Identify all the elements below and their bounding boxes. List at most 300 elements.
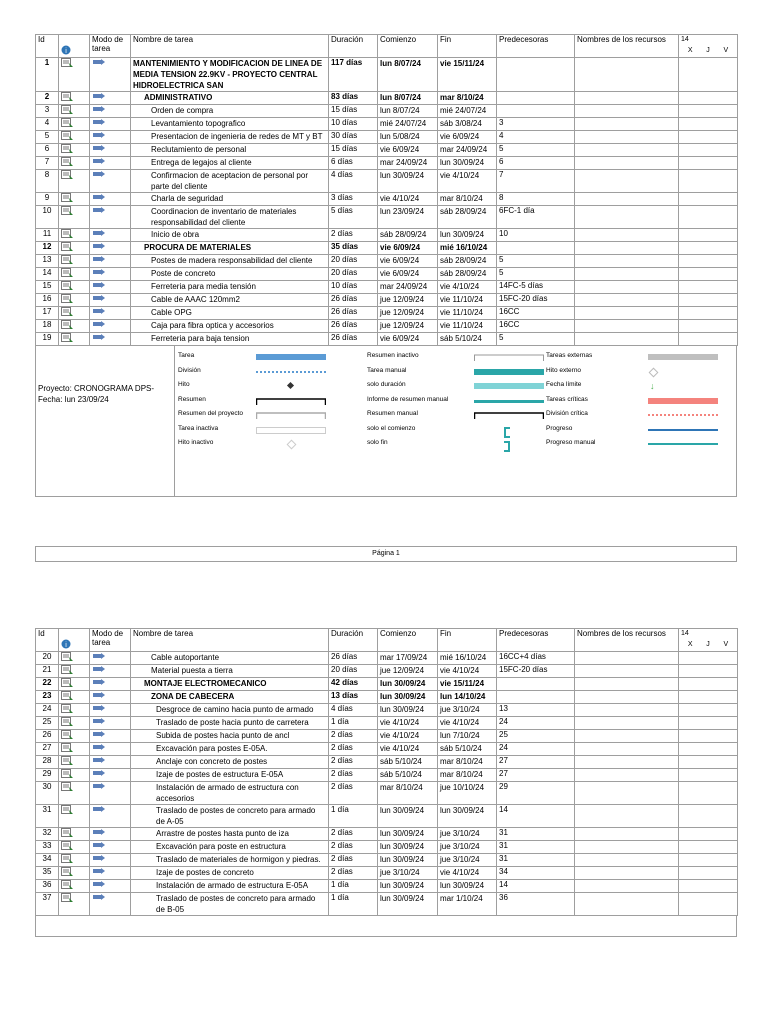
cell-mode[interactable]	[90, 743, 131, 756]
cell-resources[interactable]	[575, 841, 679, 854]
cell-end[interactable]: mar 24/09/24	[438, 144, 497, 157]
cell-mode[interactable]	[90, 782, 131, 805]
cell-predecessors[interactable]: 31	[497, 828, 575, 841]
cell-task-name[interactable]: Subida de postes hacia punto de ancl	[131, 730, 329, 743]
cell-mode[interactable]	[90, 880, 131, 893]
cell-resources[interactable]	[575, 229, 679, 242]
cell-start[interactable]: vie 6/09/24	[378, 255, 438, 268]
cell-id[interactable]: 24	[36, 704, 59, 717]
cell-duration[interactable]: 20 días	[329, 268, 378, 281]
cell-indicator[interactable]	[59, 730, 90, 743]
cell-mode[interactable]	[90, 58, 131, 92]
cell-id[interactable]: 36	[36, 880, 59, 893]
cell-task-name[interactable]: Arrastre de postes hasta punto de iza	[131, 828, 329, 841]
cell-end[interactable]: lun 30/09/24	[438, 157, 497, 170]
cell-indicator[interactable]	[59, 206, 90, 229]
cell-resources[interactable]	[575, 268, 679, 281]
table-row[interactable]	[36, 131, 738, 144]
cell-mode[interactable]	[90, 255, 131, 268]
cell-id[interactable]: 28	[36, 756, 59, 769]
cell-task-name[interactable]: Traslado de postes de concreto para armado de B-05	[131, 893, 329, 916]
cell-task-name[interactable]: Izaje de postes de estructura E-05A	[131, 769, 329, 782]
cell-id[interactable]: 19	[36, 333, 59, 346]
cell-resources[interactable]	[575, 118, 679, 131]
cell-end[interactable]: vie 4/10/24	[438, 665, 497, 678]
cell-indicator[interactable]	[59, 769, 90, 782]
cell-resources[interactable]	[575, 242, 679, 255]
cell-predecessors[interactable]	[497, 691, 575, 704]
cell-indicator[interactable]	[59, 678, 90, 691]
cell-indicator[interactable]	[59, 118, 90, 131]
header-end[interactable]: Fin	[438, 35, 497, 58]
cell-mode[interactable]	[90, 704, 131, 717]
table-row[interactable]	[36, 880, 738, 893]
cell-mode[interactable]	[90, 730, 131, 743]
cell-id[interactable]: 13	[36, 255, 59, 268]
cell-task-name[interactable]: Caja para fibra optica y accesorios	[131, 320, 329, 333]
cell-duration[interactable]: 5 días	[329, 206, 378, 229]
cell-start[interactable]: mar 8/10/24	[378, 782, 438, 805]
cell-predecessors[interactable]: 24	[497, 743, 575, 756]
cell-end[interactable]: mié 16/10/24	[438, 652, 497, 665]
table-row[interactable]	[36, 144, 738, 157]
cell-id[interactable]: 10	[36, 206, 59, 229]
cell-start[interactable]: jue 3/10/24	[378, 867, 438, 880]
header-mode[interactable]: Modo de tarea	[90, 629, 131, 652]
cell-indicator[interactable]	[59, 92, 90, 105]
table-row[interactable]	[36, 828, 738, 841]
cell-mode[interactable]	[90, 854, 131, 867]
cell-indicator[interactable]	[59, 743, 90, 756]
table-row[interactable]	[36, 268, 738, 281]
cell-duration[interactable]: 42 días	[329, 678, 378, 691]
cell-resources[interactable]	[575, 743, 679, 756]
cell-start[interactable]: lun 30/09/24	[378, 854, 438, 867]
cell-task-name[interactable]: Instalación de armado de estructura con accesorios	[131, 782, 329, 805]
header-mode[interactable]: Modo de tarea	[90, 35, 131, 58]
cell-predecessors[interactable]: 27	[497, 756, 575, 769]
cell-task-name[interactable]: Orden de compra	[131, 105, 329, 118]
cell-resources[interactable]	[575, 131, 679, 144]
cell-duration[interactable]: 6 días	[329, 157, 378, 170]
cell-end[interactable]: vie 15/11/24	[438, 678, 497, 691]
cell-start[interactable]: lun 8/07/24	[378, 105, 438, 118]
cell-mode[interactable]	[90, 131, 131, 144]
cell-task-name[interactable]: MONTAJE ELECTROMECANICO	[131, 678, 329, 691]
cell-duration[interactable]: 10 días	[329, 118, 378, 131]
cell-start[interactable]: jue 12/09/24	[378, 665, 438, 678]
cell-end[interactable]: sáb 3/08/24	[438, 118, 497, 131]
cell-indicator[interactable]	[59, 307, 90, 320]
cell-duration[interactable]: 1 día	[329, 717, 378, 730]
cell-predecessors[interactable]: 24	[497, 717, 575, 730]
cell-resources[interactable]	[575, 678, 679, 691]
table-row[interactable]	[36, 105, 738, 118]
cell-indicator[interactable]	[59, 242, 90, 255]
cell-start[interactable]: vie 6/09/24	[378, 144, 438, 157]
table-row[interactable]	[36, 255, 738, 268]
cell-task-name[interactable]: Traslado de poste hacia punto de carretera	[131, 717, 329, 730]
cell-predecessors[interactable]: 6	[497, 157, 575, 170]
cell-task-name[interactable]: Ferreteria para media tensión	[131, 281, 329, 294]
cell-mode[interactable]	[90, 841, 131, 854]
table-row[interactable]	[36, 743, 738, 756]
header-info[interactable]	[59, 629, 90, 652]
cell-duration[interactable]: 20 días	[329, 665, 378, 678]
cell-resources[interactable]	[575, 255, 679, 268]
table-row[interactable]	[36, 92, 738, 105]
cell-duration[interactable]: 1 día	[329, 880, 378, 893]
cell-mode[interactable]	[90, 320, 131, 333]
cell-end[interactable]: vie 4/10/24	[438, 170, 497, 193]
table-row[interactable]	[36, 157, 738, 170]
cell-task-name[interactable]: Confirmacion de aceptacion de personal por parte del cliente	[131, 170, 329, 193]
cell-indicator[interactable]	[59, 58, 90, 92]
cell-start[interactable]: lun 30/09/24	[378, 880, 438, 893]
header-info[interactable]	[59, 35, 90, 58]
cell-id[interactable]: 18	[36, 320, 59, 333]
cell-mode[interactable]	[90, 157, 131, 170]
cell-id[interactable]: 29	[36, 769, 59, 782]
cell-end[interactable]: sáb 28/09/24	[438, 268, 497, 281]
cell-duration[interactable]: 26 días	[329, 652, 378, 665]
cell-id[interactable]: 2	[36, 92, 59, 105]
table-row[interactable]	[36, 717, 738, 730]
cell-task-name[interactable]: Cable de AAAC 120mm2	[131, 294, 329, 307]
cell-end[interactable]: jue 10/10/24	[438, 782, 497, 805]
header-id[interactable]: Id	[36, 629, 59, 652]
cell-id[interactable]: 33	[36, 841, 59, 854]
header-name[interactable]: Nombre de tarea	[131, 629, 329, 652]
cell-start[interactable]: sáb 5/10/24	[378, 756, 438, 769]
cell-duration[interactable]: 2 días	[329, 229, 378, 242]
cell-task-name[interactable]: Desgroce de camino hacia punto de armado	[131, 704, 329, 717]
cell-resources[interactable]	[575, 880, 679, 893]
cell-start[interactable]: vie 6/09/24	[378, 268, 438, 281]
cell-duration[interactable]: 20 días	[329, 255, 378, 268]
cell-indicator[interactable]	[59, 805, 90, 828]
cell-id[interactable]: 4	[36, 118, 59, 131]
table-row[interactable]	[36, 294, 738, 307]
cell-indicator[interactable]	[59, 867, 90, 880]
cell-predecessors[interactable]: 7	[497, 170, 575, 193]
header-start[interactable]: Comienzo	[378, 629, 438, 652]
cell-duration[interactable]: 4 días	[329, 704, 378, 717]
cell-task-name[interactable]: MANTENIMIENTO Y MODIFICACION DE LINEA DE MEDIA TENSION 22.9KV - PROYECTO CENTRAL HIDROELECTRICA SAN	[131, 58, 329, 92]
cell-start[interactable]: mar 17/09/24	[378, 652, 438, 665]
cell-end[interactable]: sáb 5/10/24	[438, 743, 497, 756]
cell-start[interactable]: lun 5/08/24	[378, 131, 438, 144]
cell-id[interactable]: 31	[36, 805, 59, 828]
header-duration[interactable]: Duración	[329, 629, 378, 652]
cell-mode[interactable]	[90, 268, 131, 281]
cell-start[interactable]: lun 30/09/24	[378, 691, 438, 704]
table-row[interactable]	[36, 893, 738, 916]
cell-task-name[interactable]: Presentacion de ingenieria de redes de MT y BT	[131, 131, 329, 144]
cell-resources[interactable]	[575, 58, 679, 92]
cell-duration[interactable]: 117 días	[329, 58, 378, 92]
cell-resources[interactable]	[575, 92, 679, 105]
cell-id[interactable]: 6	[36, 144, 59, 157]
cell-id[interactable]: 11	[36, 229, 59, 242]
cell-predecessors[interactable]: 5	[497, 255, 575, 268]
cell-mode[interactable]	[90, 717, 131, 730]
cell-resources[interactable]	[575, 665, 679, 678]
cell-duration[interactable]: 2 días	[329, 867, 378, 880]
cell-start[interactable]: lun 8/07/24	[378, 92, 438, 105]
cell-start[interactable]: lun 30/09/24	[378, 704, 438, 717]
cell-resources[interactable]	[575, 320, 679, 333]
cell-id[interactable]: 30	[36, 782, 59, 805]
cell-duration[interactable]: 1 día	[329, 893, 378, 916]
cell-task-name[interactable]: Excavación para poste en estructura	[131, 841, 329, 854]
cell-id[interactable]: 25	[36, 717, 59, 730]
cell-predecessors[interactable]: 36	[497, 893, 575, 916]
cell-id[interactable]: 23	[36, 691, 59, 704]
cell-id[interactable]: 7	[36, 157, 59, 170]
cell-task-name[interactable]: ADMINISTRATIVO	[131, 92, 329, 105]
table-row[interactable]	[36, 805, 738, 828]
cell-indicator[interactable]	[59, 717, 90, 730]
cell-mode[interactable]	[90, 333, 131, 346]
cell-duration[interactable]: 13 días	[329, 691, 378, 704]
cell-indicator[interactable]	[59, 652, 90, 665]
cell-id[interactable]: 15	[36, 281, 59, 294]
table-row[interactable]	[36, 867, 738, 880]
cell-indicator[interactable]	[59, 333, 90, 346]
cell-resources[interactable]	[575, 170, 679, 193]
cell-predecessors[interactable]: 5	[497, 268, 575, 281]
cell-predecessors[interactable]	[497, 58, 575, 92]
cell-predecessors[interactable]: 8	[497, 193, 575, 206]
cell-end[interactable]: jue 3/10/24	[438, 854, 497, 867]
cell-resources[interactable]	[575, 730, 679, 743]
table-row[interactable]	[36, 242, 738, 255]
cell-id[interactable]: 20	[36, 652, 59, 665]
header-duration[interactable]: Duración	[329, 35, 378, 58]
cell-duration[interactable]: 1 día	[329, 805, 378, 828]
cell-end[interactable]: jue 3/10/24	[438, 841, 497, 854]
cell-duration[interactable]: 2 días	[329, 828, 378, 841]
table-row[interactable]	[36, 678, 738, 691]
cell-resources[interactable]	[575, 294, 679, 307]
cell-start[interactable]: lun 30/09/24	[378, 170, 438, 193]
cell-indicator[interactable]	[59, 665, 90, 678]
header-start[interactable]: Comienzo	[378, 35, 438, 58]
cell-start[interactable]: sáb 5/10/24	[378, 769, 438, 782]
cell-task-name[interactable]: Charla de seguridad	[131, 193, 329, 206]
cell-start[interactable]: lun 30/09/24	[378, 893, 438, 916]
cell-end[interactable]: vie 4/10/24	[438, 717, 497, 730]
cell-mode[interactable]	[90, 193, 131, 206]
cell-predecessors[interactable]: 13	[497, 704, 575, 717]
cell-start[interactable]: jue 12/09/24	[378, 294, 438, 307]
cell-end[interactable]: mar 8/10/24	[438, 769, 497, 782]
cell-predecessors[interactable]: 25	[497, 730, 575, 743]
cell-id[interactable]: 22	[36, 678, 59, 691]
cell-predecessors[interactable]: 4	[497, 131, 575, 144]
cell-duration[interactable]: 26 días	[329, 294, 378, 307]
cell-start[interactable]: lun 30/09/24	[378, 678, 438, 691]
table-row[interactable]	[36, 854, 738, 867]
cell-id[interactable]: 3	[36, 105, 59, 118]
cell-task-name[interactable]: ZONA DE CABECERA	[131, 691, 329, 704]
cell-end[interactable]: mar 8/10/24	[438, 92, 497, 105]
cell-id[interactable]: 16	[36, 294, 59, 307]
cell-task-name[interactable]: Coordinacion de inventario de materiales responsabilidad del cliente	[131, 206, 329, 229]
cell-start[interactable]: vie 4/10/24	[378, 730, 438, 743]
cell-mode[interactable]	[90, 805, 131, 828]
cell-task-name[interactable]: Ferreteria para baja tension	[131, 333, 329, 346]
table-row[interactable]	[36, 206, 738, 229]
header-name[interactable]: Nombre de tarea	[131, 35, 329, 58]
cell-resources[interactable]	[575, 828, 679, 841]
cell-mode[interactable]	[90, 118, 131, 131]
cell-predecessors[interactable]: 15FC-20 días	[497, 665, 575, 678]
cell-start[interactable]: lun 23/09/24	[378, 206, 438, 229]
cell-indicator[interactable]	[59, 782, 90, 805]
cell-end[interactable]: vie 4/10/24	[438, 281, 497, 294]
cell-duration[interactable]: 2 días	[329, 756, 378, 769]
cell-end[interactable]: sáb 28/09/24	[438, 206, 497, 229]
table-row[interactable]	[36, 333, 738, 346]
cell-resources[interactable]	[575, 717, 679, 730]
table-row[interactable]	[36, 281, 738, 294]
cell-predecessors[interactable]: 5	[497, 333, 575, 346]
cell-id[interactable]: 27	[36, 743, 59, 756]
cell-task-name[interactable]: Entrega de legajos al cliente	[131, 157, 329, 170]
cell-predecessors[interactable]: 16CC	[497, 307, 575, 320]
cell-mode[interactable]	[90, 170, 131, 193]
cell-resources[interactable]	[575, 333, 679, 346]
cell-resources[interactable]	[575, 144, 679, 157]
cell-mode[interactable]	[90, 665, 131, 678]
cell-start[interactable]: mié 24/07/24	[378, 118, 438, 131]
cell-id[interactable]: 21	[36, 665, 59, 678]
cell-duration[interactable]: 35 días	[329, 242, 378, 255]
cell-indicator[interactable]	[59, 756, 90, 769]
table-row[interactable]	[36, 691, 738, 704]
cell-start[interactable]: lun 30/09/24	[378, 841, 438, 854]
table-row[interactable]	[36, 193, 738, 206]
cell-end[interactable]: vie 6/09/24	[438, 131, 497, 144]
cell-mode[interactable]	[90, 828, 131, 841]
cell-mode[interactable]	[90, 769, 131, 782]
table-row[interactable]	[36, 320, 738, 333]
cell-end[interactable]: vie 4/10/24	[438, 867, 497, 880]
cell-id[interactable]: 12	[36, 242, 59, 255]
cell-indicator[interactable]	[59, 880, 90, 893]
cell-predecessors[interactable]: 14FC-5 días	[497, 281, 575, 294]
cell-predecessors[interactable]: 27	[497, 769, 575, 782]
cell-resources[interactable]	[575, 307, 679, 320]
cell-predecessors[interactable]	[497, 105, 575, 118]
cell-resources[interactable]	[575, 782, 679, 805]
cell-predecessors[interactable]: 16CC	[497, 320, 575, 333]
cell-predecessors[interactable]	[497, 242, 575, 255]
cell-predecessors[interactable]	[497, 678, 575, 691]
cell-start[interactable]: vie 6/09/24	[378, 242, 438, 255]
cell-id[interactable]: 17	[36, 307, 59, 320]
cell-resources[interactable]	[575, 805, 679, 828]
cell-id[interactable]: 35	[36, 867, 59, 880]
table-row[interactable]	[36, 841, 738, 854]
table-row[interactable]	[36, 704, 738, 717]
cell-duration[interactable]: 2 días	[329, 854, 378, 867]
cell-task-name[interactable]: Poste de concreto	[131, 268, 329, 281]
cell-duration[interactable]: 10 días	[329, 281, 378, 294]
cell-mode[interactable]	[90, 229, 131, 242]
cell-start[interactable]: vie 6/09/24	[378, 333, 438, 346]
cell-resources[interactable]	[575, 206, 679, 229]
cell-indicator[interactable]	[59, 193, 90, 206]
cell-end[interactable]: mar 8/10/24	[438, 193, 497, 206]
cell-predecessors[interactable]: 14	[497, 880, 575, 893]
cell-task-name[interactable]: Levantamiento topografico	[131, 118, 329, 131]
cell-end[interactable]: mié 16/10/24	[438, 242, 497, 255]
cell-resources[interactable]	[575, 193, 679, 206]
table-row[interactable]	[36, 229, 738, 242]
cell-duration[interactable]: 4 días	[329, 170, 378, 193]
cell-task-name[interactable]: Excavación para postes E-05A.	[131, 743, 329, 756]
cell-duration[interactable]: 26 días	[329, 333, 378, 346]
cell-end[interactable]: mar 8/10/24	[438, 756, 497, 769]
cell-task-name[interactable]: Traslado de materiales de hormigon y piedras.	[131, 854, 329, 867]
cell-end[interactable]: lun 30/09/24	[438, 805, 497, 828]
cell-predecessors[interactable]: 29	[497, 782, 575, 805]
cell-resources[interactable]	[575, 704, 679, 717]
cell-resources[interactable]	[575, 854, 679, 867]
cell-mode[interactable]	[90, 893, 131, 916]
cell-mode[interactable]	[90, 206, 131, 229]
header-end[interactable]: Fin	[438, 629, 497, 652]
cell-duration[interactable]: 3 días	[329, 193, 378, 206]
table-row[interactable]	[36, 307, 738, 320]
cell-mode[interactable]	[90, 294, 131, 307]
table-row[interactable]	[36, 58, 738, 92]
cell-id[interactable]: 9	[36, 193, 59, 206]
cell-indicator[interactable]	[59, 691, 90, 704]
cell-mode[interactable]	[90, 281, 131, 294]
cell-indicator[interactable]	[59, 144, 90, 157]
cell-indicator[interactable]	[59, 105, 90, 118]
cell-duration[interactable]: 2 días	[329, 743, 378, 756]
cell-end[interactable]: lun 30/09/24	[438, 880, 497, 893]
cell-start[interactable]: vie 4/10/24	[378, 743, 438, 756]
cell-predecessors[interactable]: 15FC-20 días	[497, 294, 575, 307]
cell-start[interactable]: vie 4/10/24	[378, 193, 438, 206]
cell-duration[interactable]: 2 días	[329, 782, 378, 805]
cell-predecessors[interactable]: 14	[497, 805, 575, 828]
cell-duration[interactable]: 26 días	[329, 307, 378, 320]
cell-resources[interactable]	[575, 756, 679, 769]
cell-start[interactable]: mar 24/09/24	[378, 157, 438, 170]
cell-resources[interactable]	[575, 893, 679, 916]
cell-indicator[interactable]	[59, 229, 90, 242]
cell-predecessors[interactable]: 6FC-1 día	[497, 206, 575, 229]
cell-task-name[interactable]: Material puesta a tierra	[131, 665, 329, 678]
cell-start[interactable]: sáb 28/09/24	[378, 229, 438, 242]
cell-predecessors[interactable]	[497, 92, 575, 105]
cell-duration[interactable]: 15 días	[329, 144, 378, 157]
cell-id[interactable]: 5	[36, 131, 59, 144]
table-row[interactable]	[36, 769, 738, 782]
cell-indicator[interactable]	[59, 893, 90, 916]
cell-id[interactable]: 37	[36, 893, 59, 916]
cell-predecessors[interactable]: 34	[497, 867, 575, 880]
cell-mode[interactable]	[90, 756, 131, 769]
cell-indicator[interactable]	[59, 828, 90, 841]
